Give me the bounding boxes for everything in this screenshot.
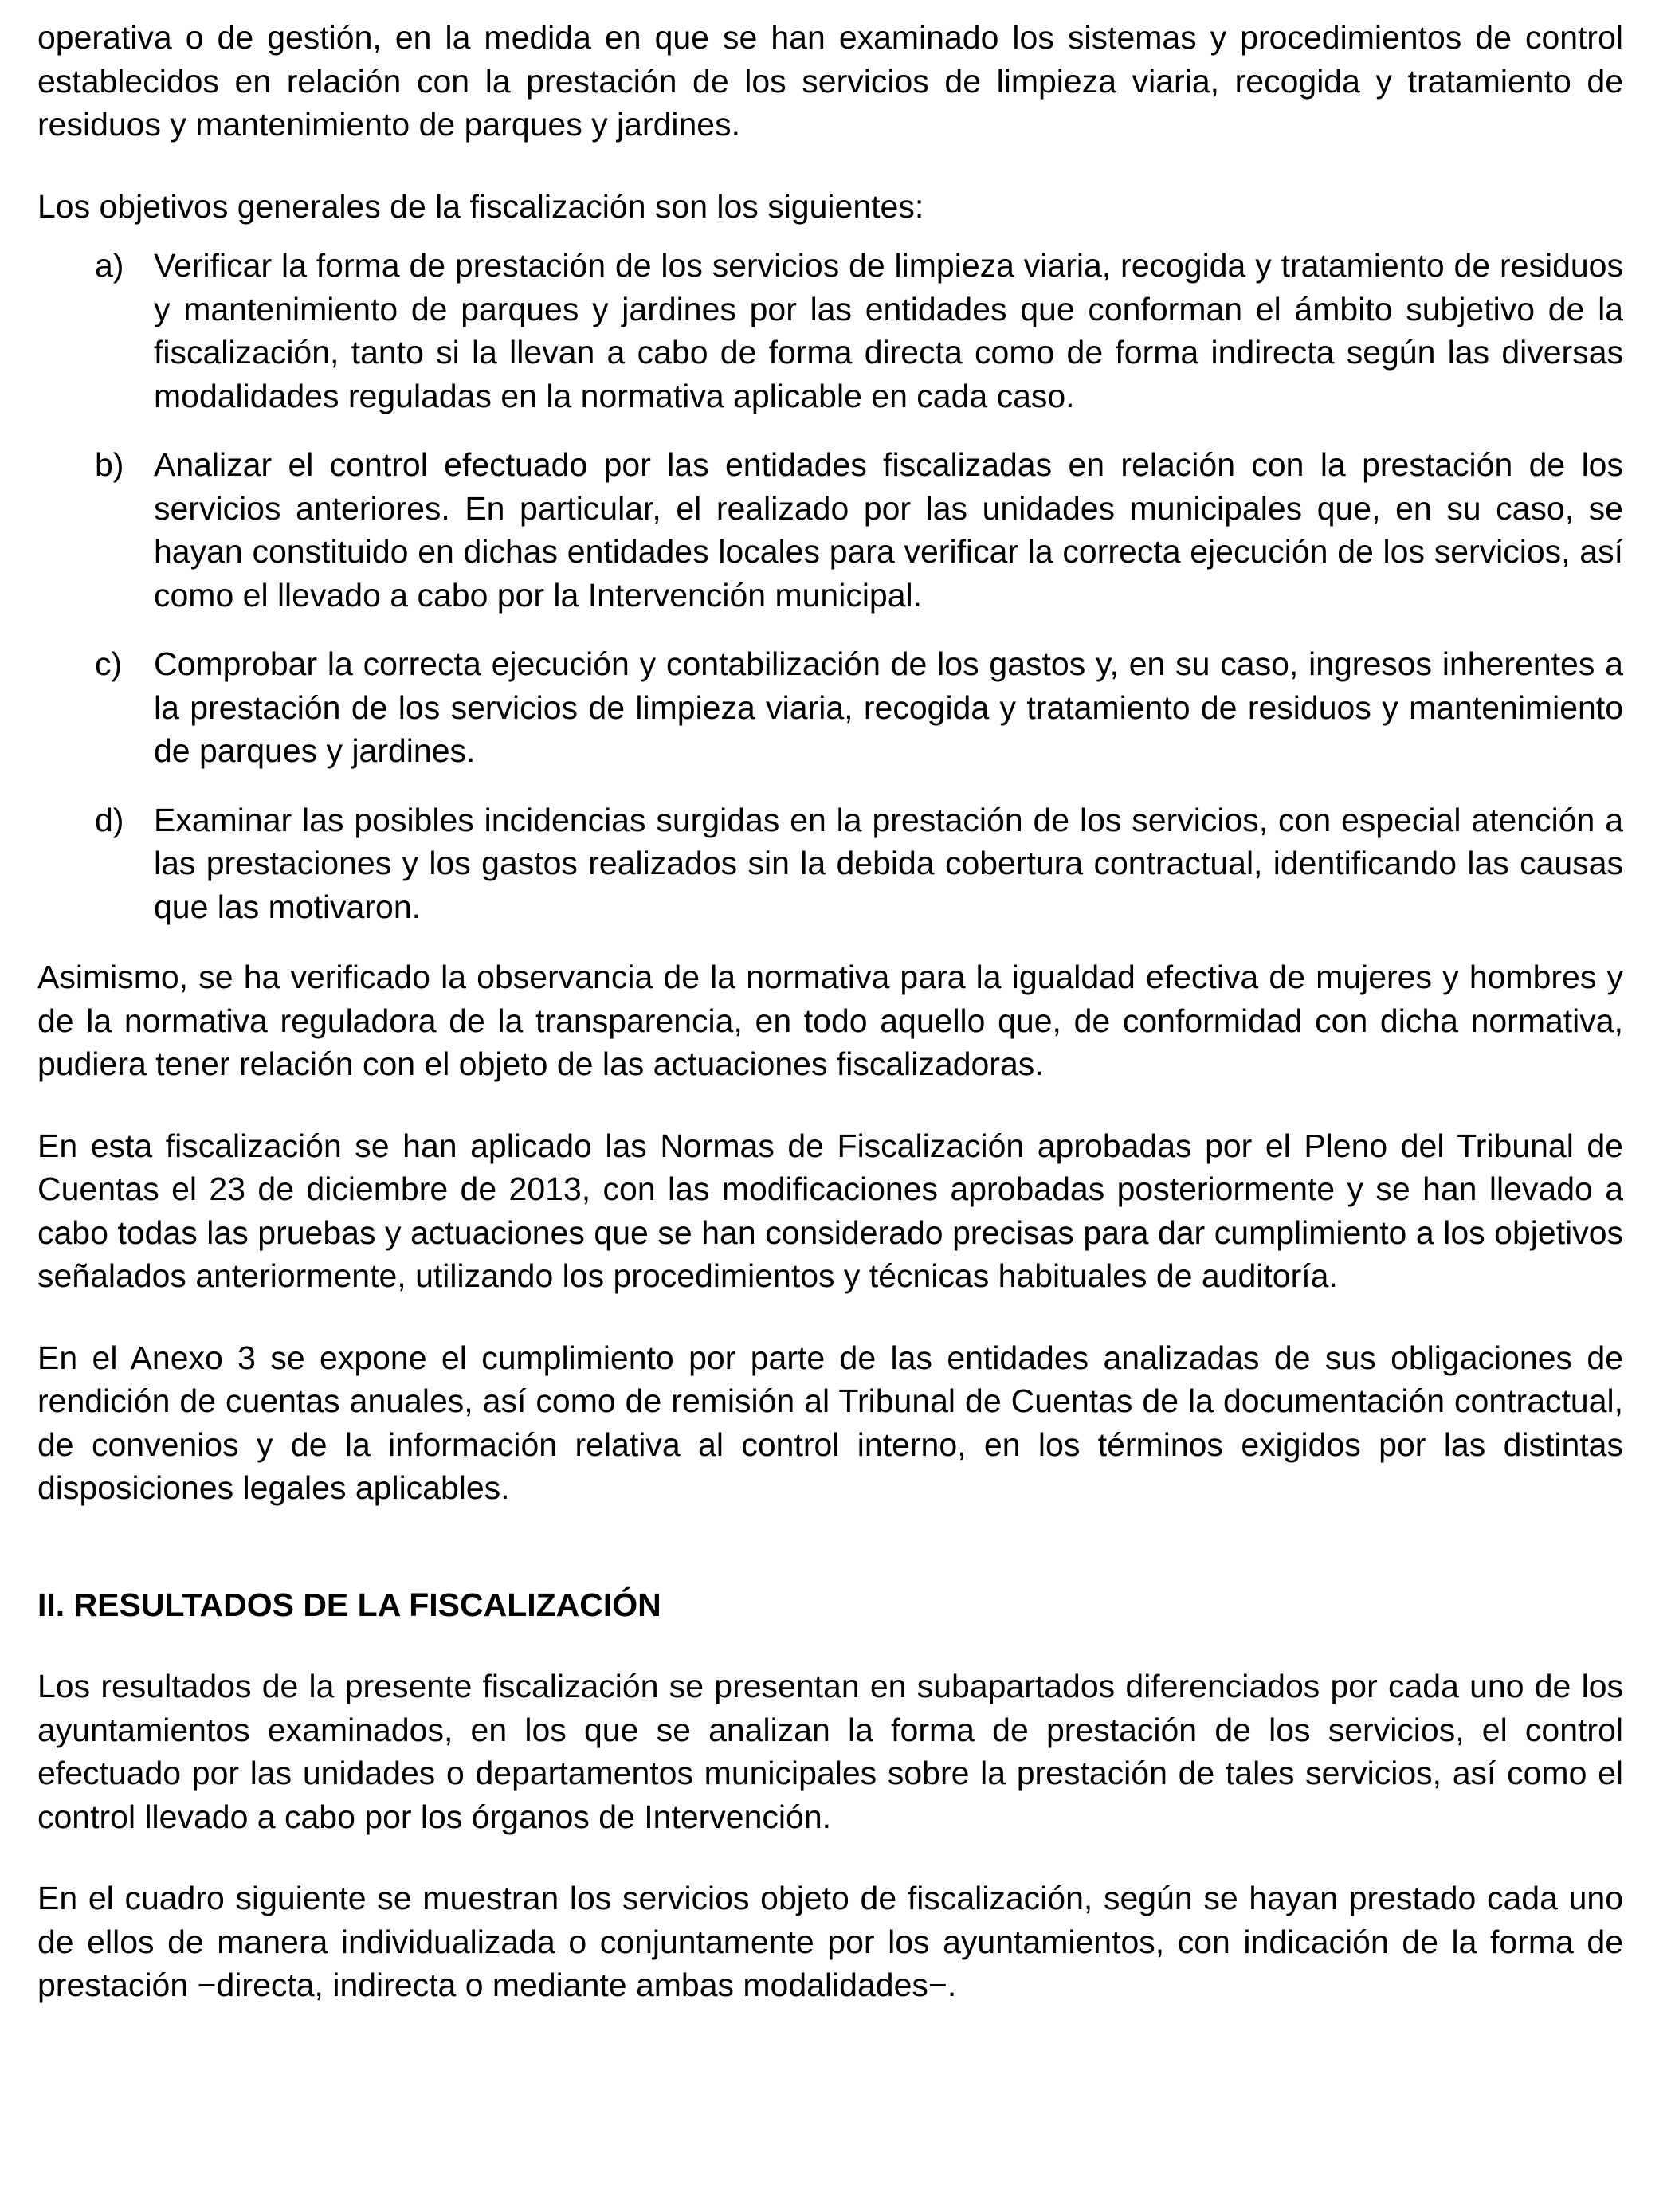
list-marker: a): [95, 247, 124, 284]
list-marker: c): [95, 645, 123, 682]
list-item-text: Comprobar la correcta ejecución y contabilización de los gastos y, en su caso, ingresos inherentes a la prestación de los servicios de limpieza viaria, recogida y tratamiento de residuos y mantenimiento de parques y jardines.: [154, 645, 1623, 769]
list-item: [37, 443, 1623, 617]
list-marker: b): [95, 446, 124, 483]
objectives-lead: Los objetivos generales de la fiscalización son los siguientes:: [37, 187, 924, 225]
list-item: [37, 642, 1623, 773]
list-item-text: Examinar las posibles incidencias surgidas en la prestación de los servicios, con especial atención a las prestaciones y los gastos realizados sin la debida cobertura contractual, identificando las causas que las motivaron.: [154, 801, 1623, 925]
objectives-list: [37, 244, 1623, 928]
list-item-text: Analizar el control efectuado por las entidades fiscalizadas en relación con la prestación de los servicios anteriores. En particular, el realizado por las unidades municipales que, en su caso, se hayan constituido en dichas entidades locales para verificar la correcta ejecución de los servicios, así como el llevado a cabo por la Intervención municipal.: [154, 446, 1623, 614]
list-item-text: Verificar la forma de prestación de los servicios de limpieza viaria, recogida y tratamiento de residuos y mantenimiento de parques y jardines por las entidades que conforman el ámbito subjetivo de la fiscalización, tanto si la llevan a cabo de forma directa como de forma indirecta según las diversas modalidades reguladas en la normativa aplicable en cada caso.: [154, 247, 1623, 414]
norms-paragraph: En esta fiscalización se han aplicado las Normas de Fiscalización aprobadas por el Pleno del Tribunal de Cuentas el 23 de diciembre de 2013, con las modificaciones aprobadas posteriormente y se han llevado a cabo todas las pruebas y actuaciones que se han considerado precisas para dar cumplimiento a los objetivos señalados anteriormente, utilizando los procedimientos y técnicas habituales de auditoría.: [37, 1127, 1623, 1294]
results-paragraph: Los resultados de la presente fiscalización se presentan en subapartados diferenciados por cada uno de los ayuntamientos examinados, en los que se analizan la forma de prestación de los servicios, el control efectuado por las unidades o departamentos municipales sobre la prestación de tales servicios, así como el control llevado a cabo por los órganos de Intervención.: [37, 1668, 1623, 1835]
list-marker: d): [95, 801, 124, 838]
table-intro-paragraph: En el cuadro siguiente se muestran los servicios objeto de fiscalización, según se hayan prestado cada uno de ellos de manera individualizada o conjuntamente por los ayuntamientos, con indicación de la forma de prestación −directa, indirecta o mediante ambas modalidades−.: [37, 1880, 1623, 2003]
list-item: [37, 244, 1623, 418]
section-heading: II. RESULTADOS DE LA FISCALIZACIÓN: [37, 1586, 661, 1623]
equality-paragraph: Asimismo, se ha verificado la observancia de la normativa para la igualdad efectiva de mujeres y hombres y de la normativa reguladora de la transparencia, en todo aquello que, de conformidad con dicha normativa, pudiera tener relación con el objeto de las actuaciones fiscalizadoras.: [37, 959, 1623, 1082]
list-item: [37, 798, 1623, 929]
annex-paragraph: En el Anexo 3 se expone el cumplimiento por parte de las entidades analizadas de sus obligaciones de rendición de cuentas anuales, así como de remisión al Tribunal de Cuentas de la documentación contractual, de convenios y de la información relativa al control interno, en los términos exigidos por las distintas disposiciones legales aplicables.: [37, 1339, 1623, 1506]
intro-paragraph: operativa o de gestión, en la medida en que se han examinado los sistemas y procedimientos de control establecidos en relación con la prestación de los servicios de limpieza viaria, recogida y tratamiento de residuos y mantenimiento de parques y jardines.: [37, 19, 1623, 143]
document-page: [37, 16, 1623, 2007]
